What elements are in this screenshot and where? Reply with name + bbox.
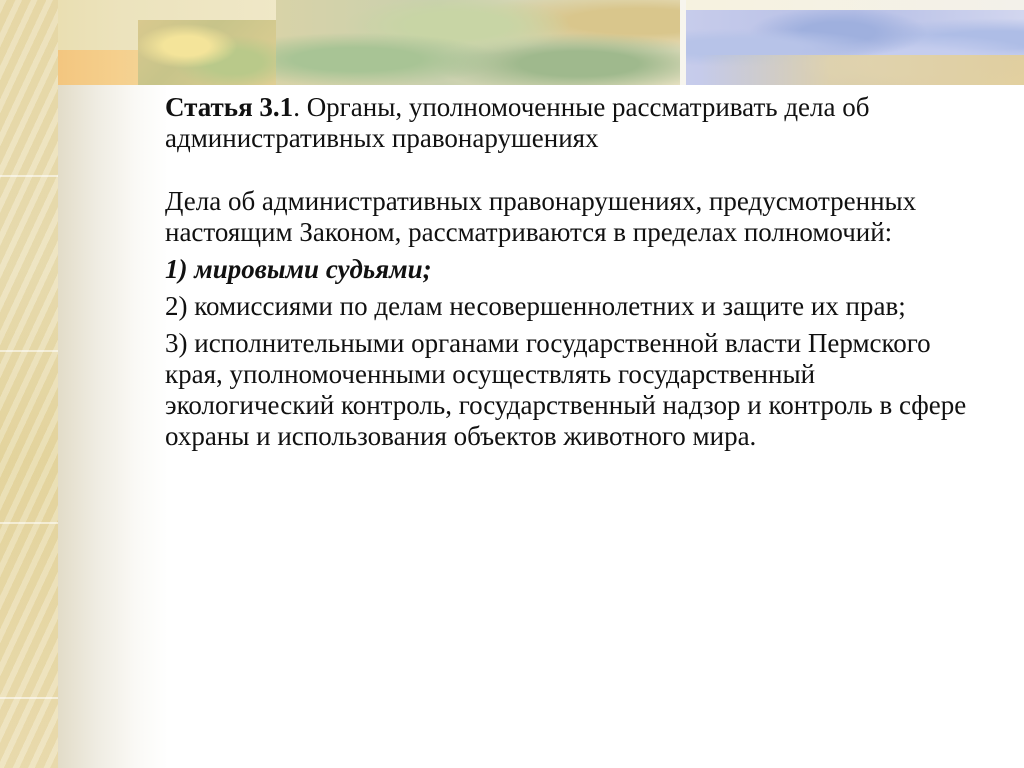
strip-seam (0, 175, 58, 177)
decorative-warm-band (700, 55, 1024, 85)
slide-content (165, 92, 985, 452)
intro-paragraph: Дела об административных правонарушениях, предусмотренных настоящим Законом, рассматриваются в пределах полномочий: (165, 186, 917, 247)
strip-seam (0, 697, 58, 699)
decorative-left-strip (0, 0, 58, 768)
list-item: 1) мировыми судьями; (165, 254, 432, 284)
decorative-left-shadow (58, 85, 168, 768)
article-heading (165, 92, 985, 154)
strip-seam (0, 522, 58, 524)
list-item: 2) комиссиями по делам несовершеннолетних и защите их прав; (165, 291, 906, 321)
article-title: . Органы, уполномоченные рассматривать дела об административных правонарушениях (165, 92, 870, 153)
article-number: Статья 3.1 (165, 92, 294, 122)
list-item: 3) исполнительными органами государственной власти Пермского края, уполномоченными осуществлять государственный экологический контроль, государственный надзор и контроль в сфере охраны и использования объектов животного мира. (165, 328, 967, 451)
strip-seam (0, 350, 58, 352)
decorative-leaf-image (138, 20, 276, 85)
decorative-foliage-image (276, 0, 680, 85)
